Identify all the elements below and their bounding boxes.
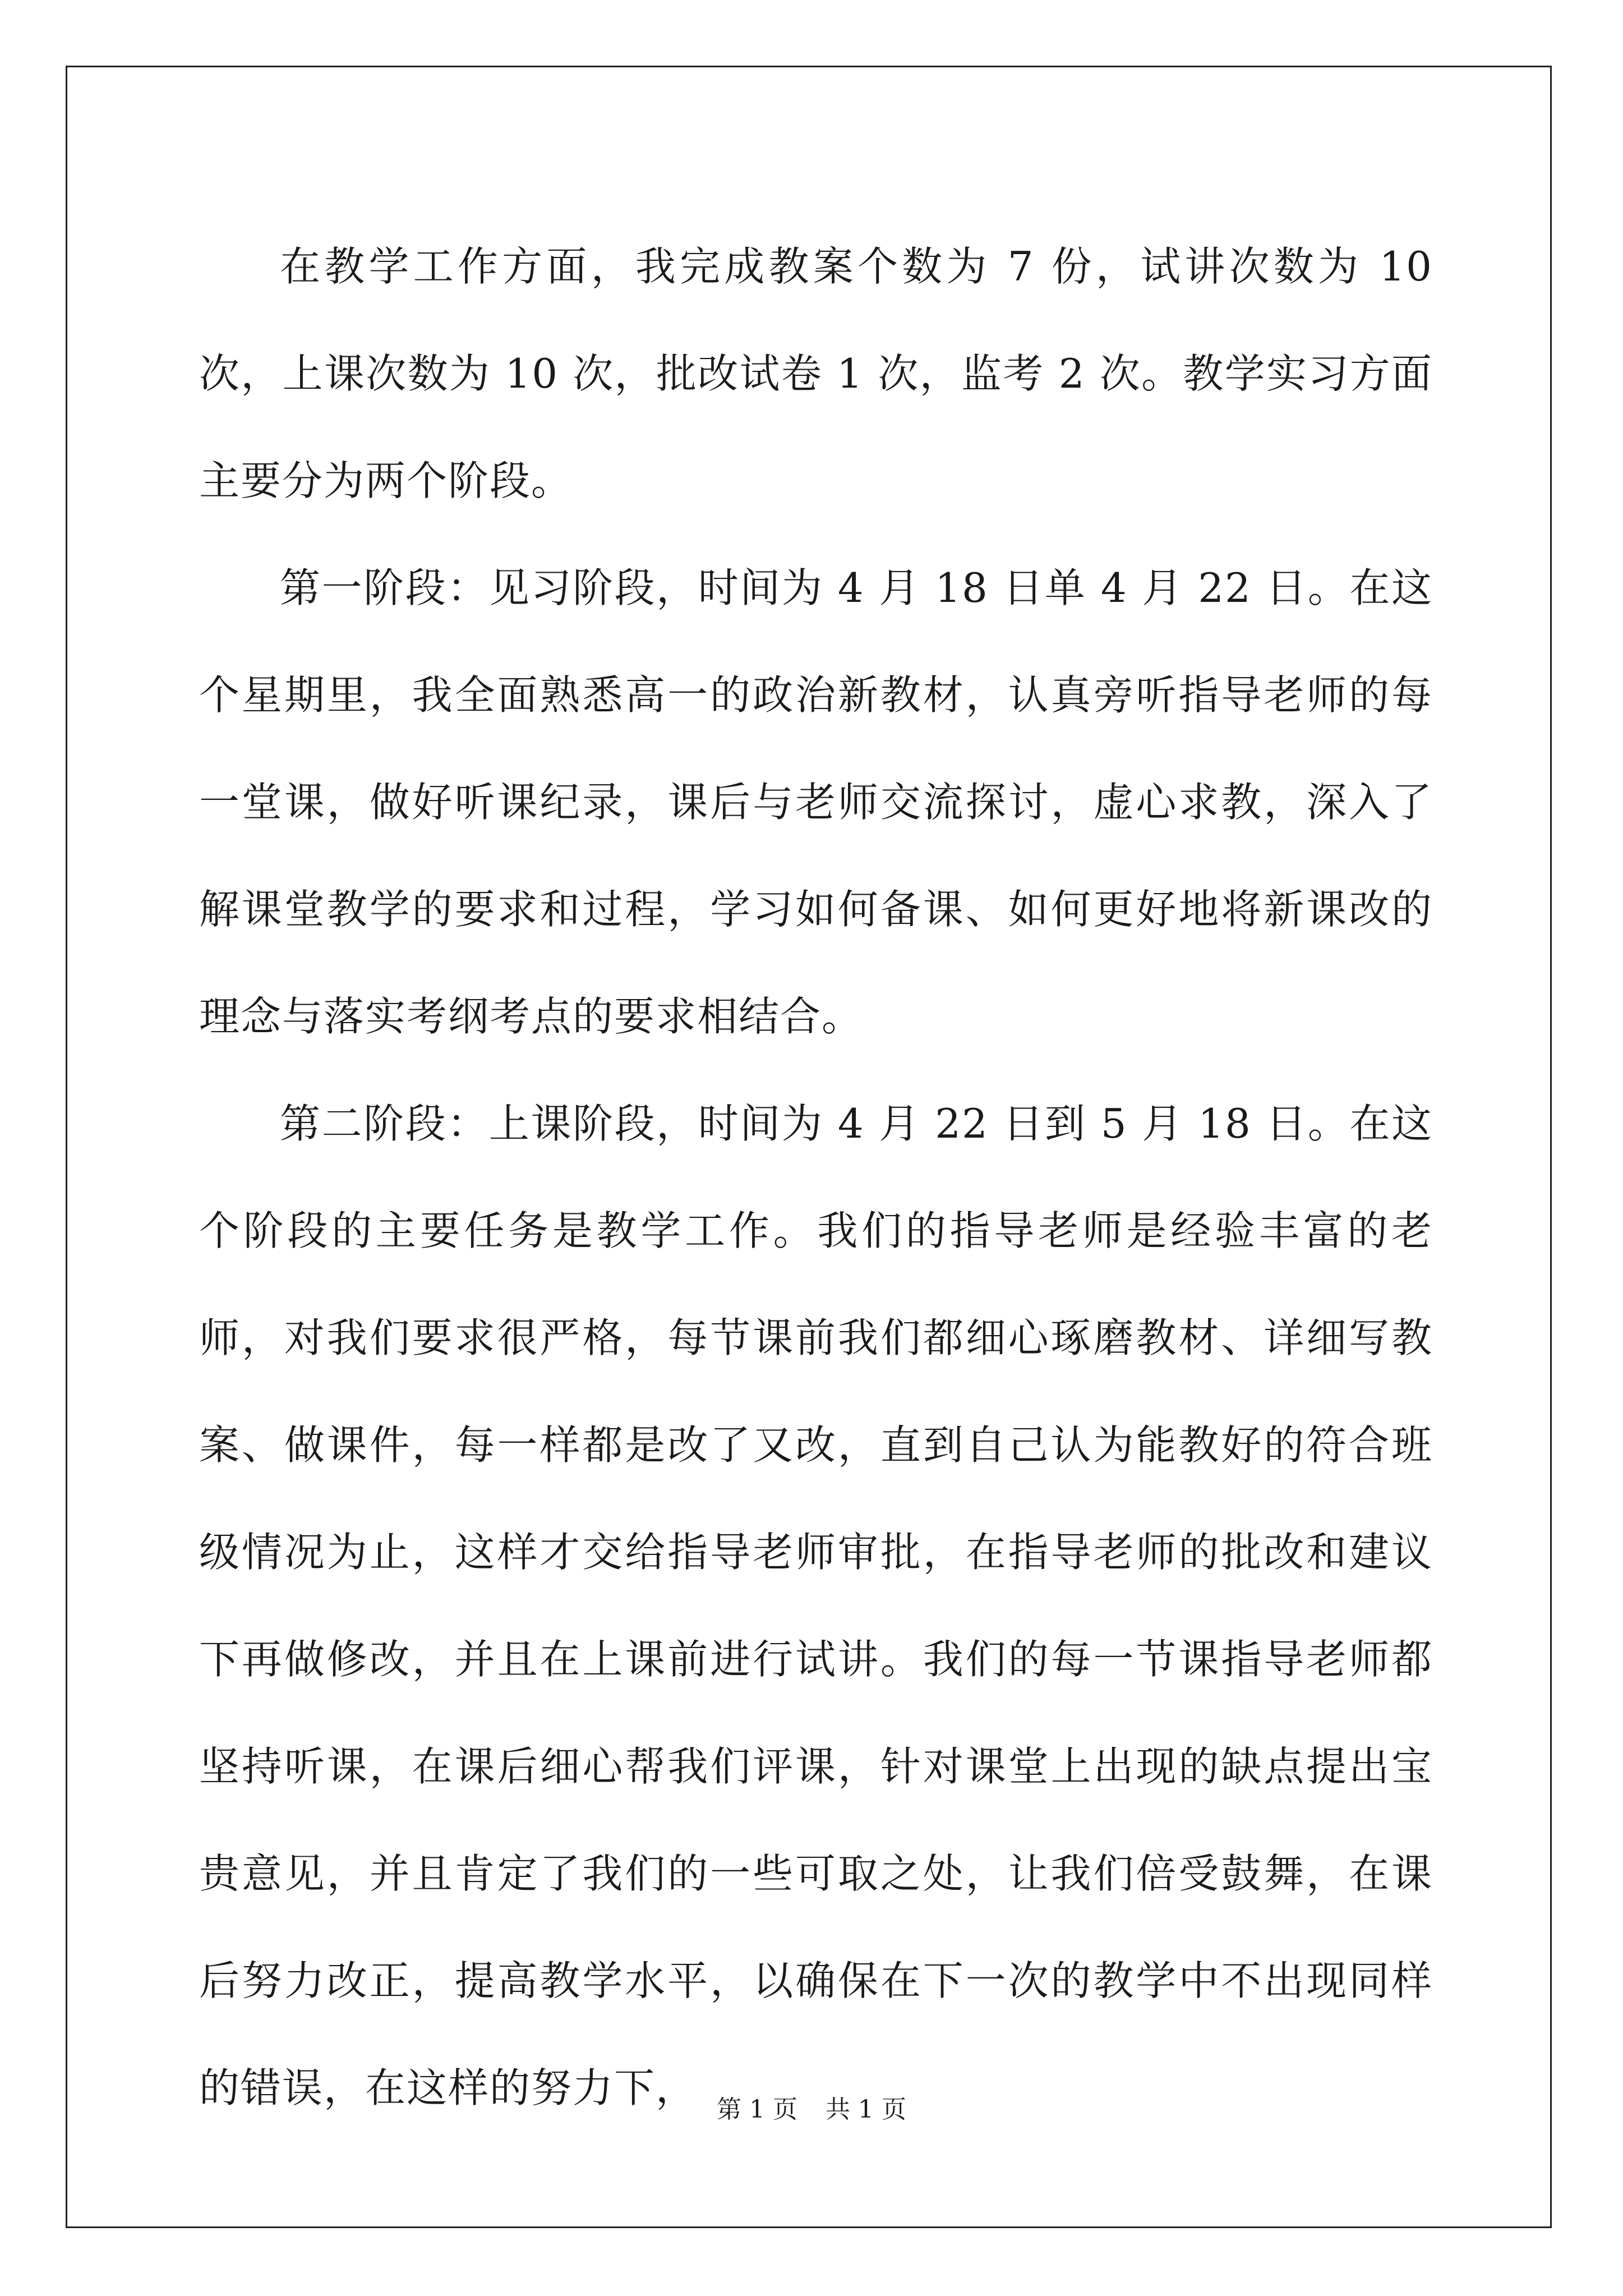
page-footer bbox=[0, 2089, 1623, 2125]
page-total: 共 1 页 bbox=[826, 2095, 906, 2124]
paragraph-stage-two: 第二阶段：上课阶段，时间为 4 月 22 日到 5 月 18 日。在这个阶段的主要任务是教学工作。我们的指导老师是经验丰富的老师，对我们要求很严格，每节课前我们都细心琢磨教材、详细写教案、做课件，每一样都是改了又改，直到自己认为能教好的符合班级情况为止，这样才交给指导老师审批，在指导老师的批改和建议下再做修改，并且在上课前进行试讲。我们的每一节课指导老师都坚持听课，在课后细心帮我们评课，针对课堂上出现的缺点提出宝贵意见，并且肯定了我们的一些可取之处，让我们倍受鼓舞，在课后努力改正，提高教学水平，以确保在下一次的教学中不出现同样的错误，在这样的努力下， bbox=[199, 1100, 1433, 2111]
page-number: 第 1 页 bbox=[717, 2095, 797, 2124]
document-body bbox=[199, 213, 1433, 2142]
paragraph-stage-one: 第一阶段：见习阶段，时间为 4 月 18 日单 4 月 22 日。在这个星期里，我全面熟悉高一的政治新教材，认真旁听指导老师的每一堂课，做好听课纪录，课后与老师交流探讨，虚心求教，深入了解课堂教学的要求和过程，学习如何备课、如何更好地将新课改的理念与落实考纲考点的要求相结合。 bbox=[199, 564, 1433, 1040]
paragraph-teaching-summary: 在教学工作方面，我完成教案个数为 7 份，试讲次数为 10 次，上课次数为 10 次，批改试卷 1 次，监考 2 次。教学实习方面主要分为两个阶段。 bbox=[199, 243, 1433, 504]
